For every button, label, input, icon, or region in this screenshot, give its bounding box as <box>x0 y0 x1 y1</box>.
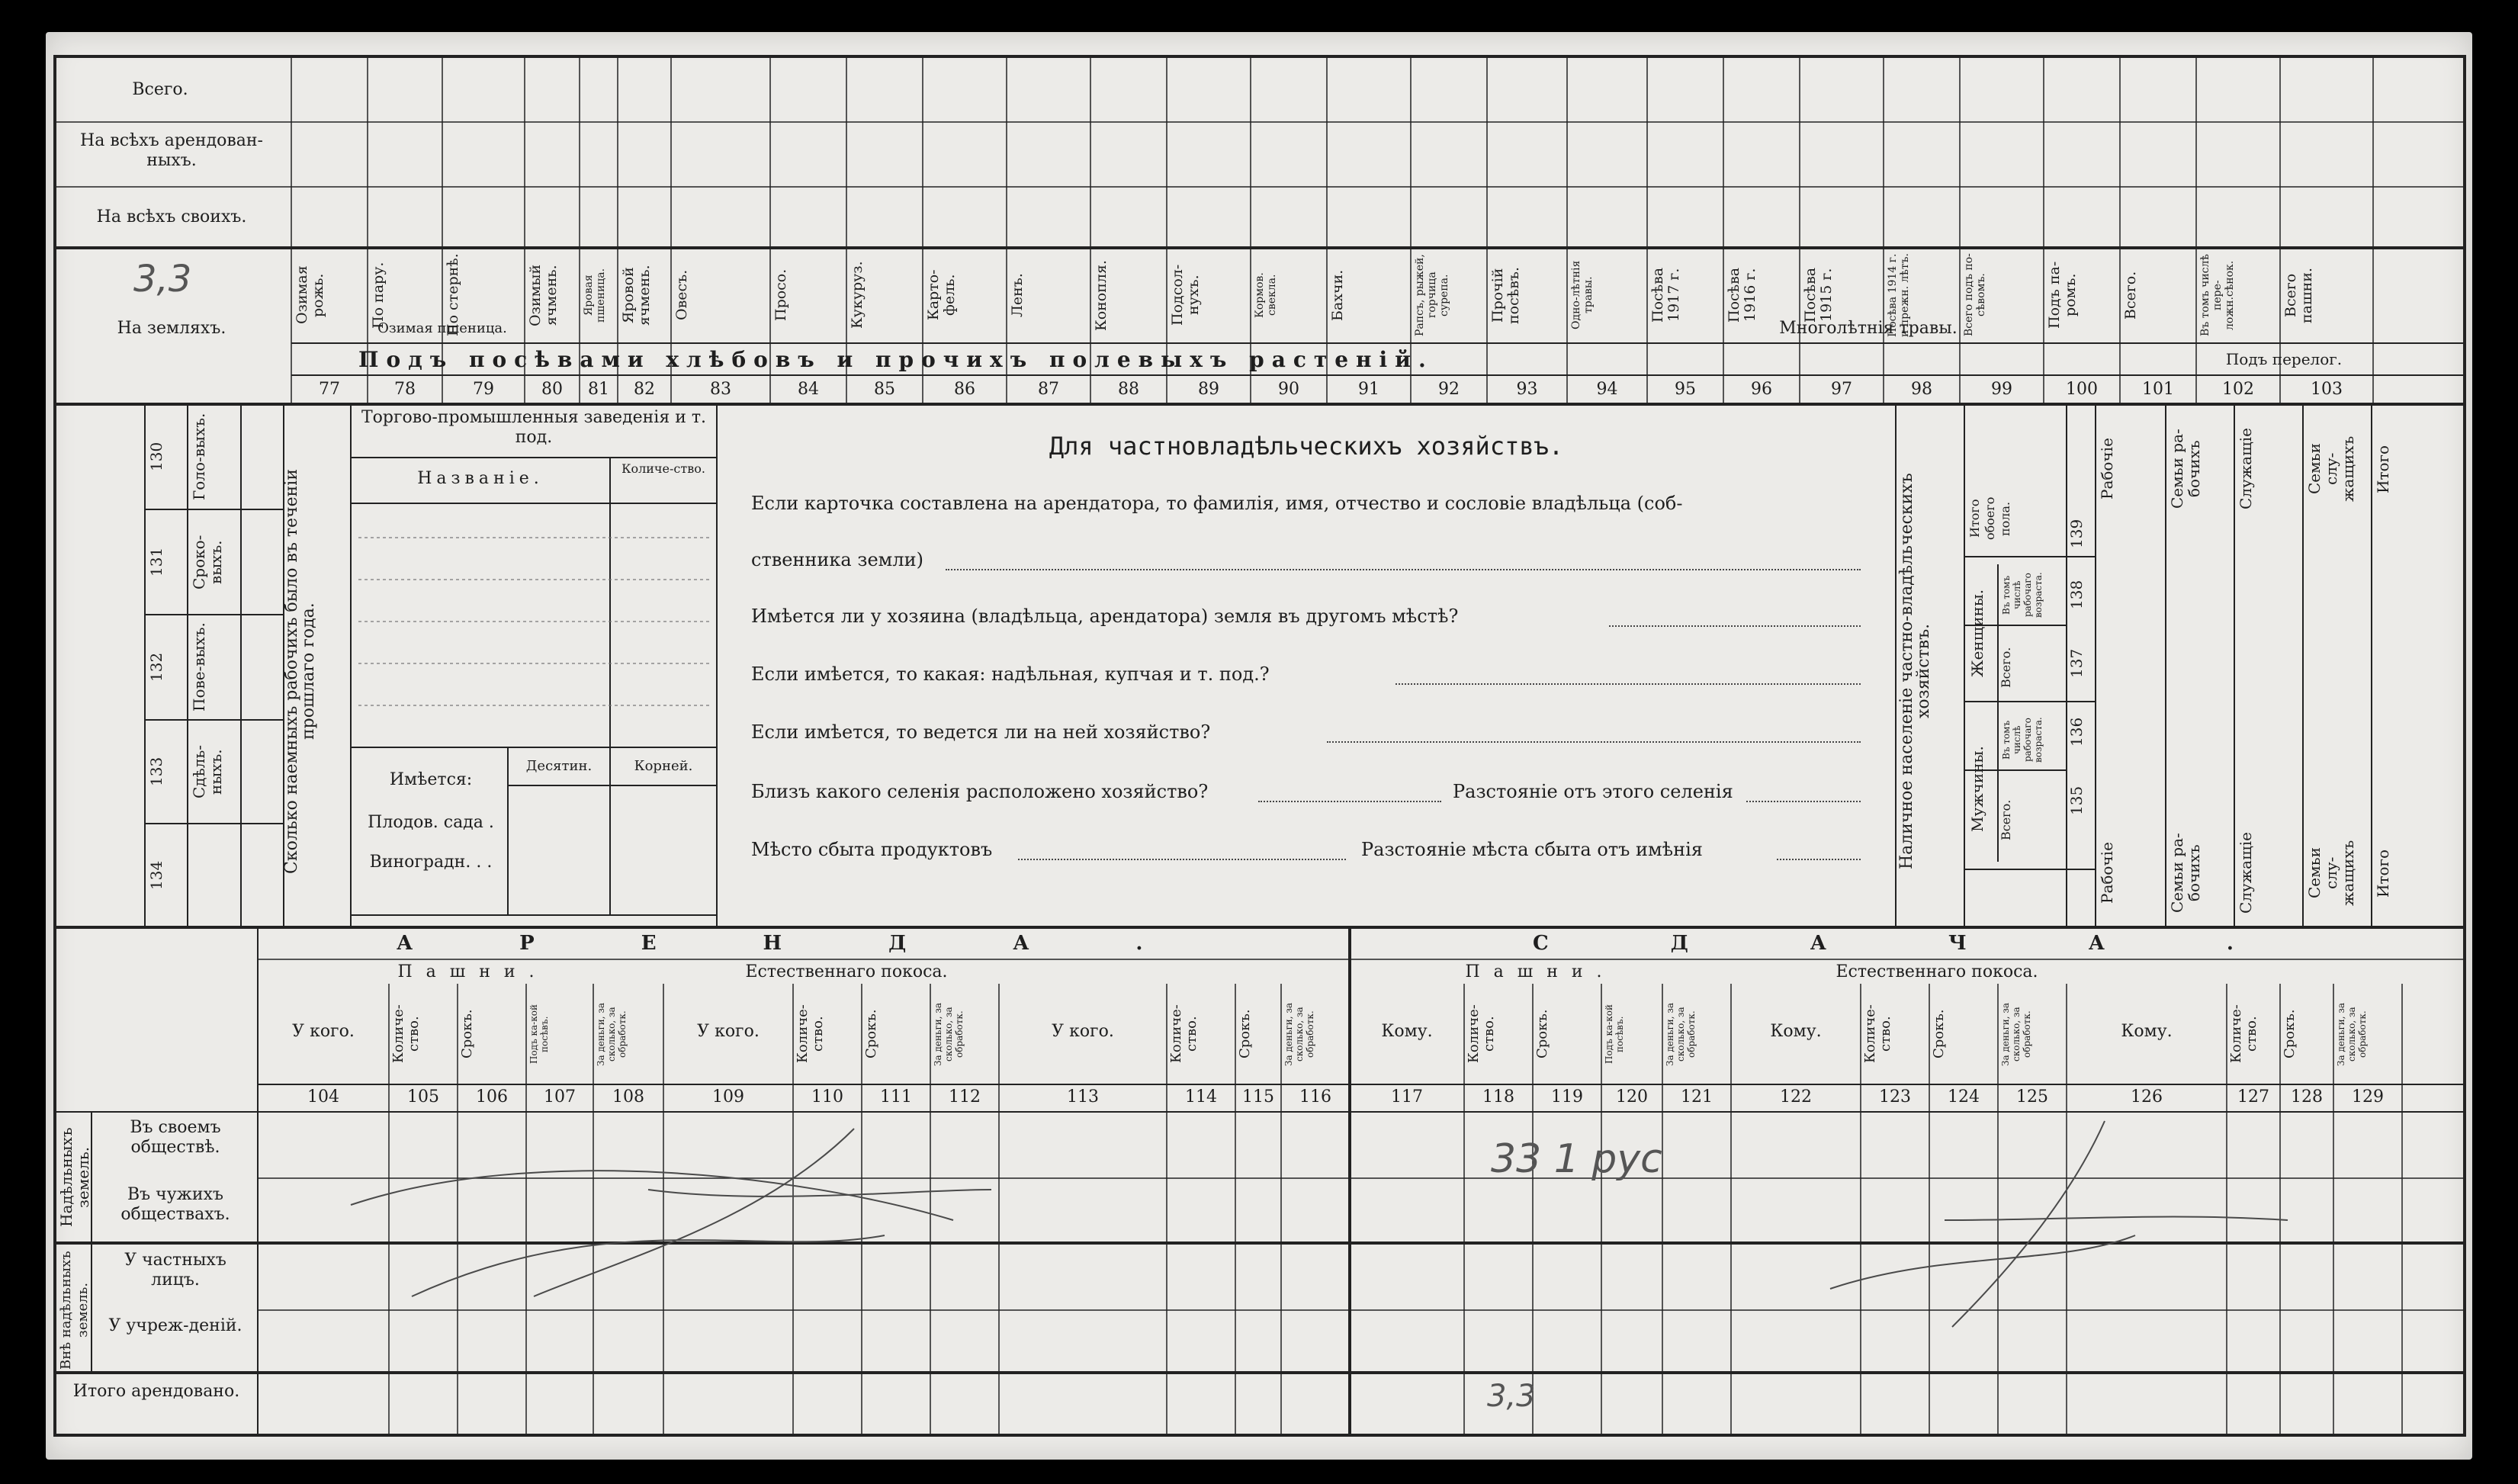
crop-col-number: 97 <box>1831 380 1852 399</box>
sdacha-pashni: Пашни. <box>1465 962 1616 981</box>
trade-qty-header: Количе-ство. <box>621 461 705 476</box>
crop-col-label: Ленъ. <box>1009 273 1026 317</box>
arenda-header: АРЕНДА. <box>397 932 1250 955</box>
crop-col-number: 92 <box>1438 380 1460 399</box>
pop-num-139: 139 <box>2067 519 2086 549</box>
crop-col-number: 99 <box>1991 380 2012 399</box>
crop-col-number: 79 <box>473 380 494 399</box>
livestock-label: Голо-выхъ. <box>190 413 208 501</box>
bottom-col-number: 112 <box>949 1087 981 1107</box>
q3: Если имѣется, то какая: надѣльная, купчая и т. под.? <box>751 663 1270 685</box>
livestock-label: Сроко-выхъ. <box>190 535 225 589</box>
answer-line-5a[interactable] <box>1258 801 1441 802</box>
livestock-number: 131 <box>147 547 165 577</box>
bottom-col-label: У кого. <box>697 1022 760 1041</box>
crop-col-label: Яровой ячмень. <box>620 265 653 326</box>
crop-col-number: 81 <box>588 380 609 399</box>
bottom-col-number: 106 <box>476 1087 508 1107</box>
mnogoletnie-label: Многолѣтнія травы. <box>1779 319 1958 338</box>
crop-col-number: 80 <box>541 380 563 399</box>
worker-col-label-top: Семьи слу-жащихъ <box>2305 435 2357 503</box>
livestock-number: 132 <box>147 652 165 683</box>
crop-col-number: 96 <box>1751 380 1772 399</box>
row-chastnykh: У частныхъ лицъ. <box>124 1251 226 1290</box>
crop-col-number: 103 <box>2311 380 2343 399</box>
big-header: Подъ посѣвами хлѣбовъ и прочихъ полевыхъ растеній. <box>358 347 1434 372</box>
crop-col-number: 93 <box>1516 380 1538 399</box>
bottom-col-label: Количе-ство. <box>1168 1004 1200 1064</box>
bottom-col-number: 113 <box>1067 1087 1099 1107</box>
pop-num-138: 138 <box>2067 580 2086 610</box>
handwritten-bottom: 3,3 <box>1487 1379 1536 1414</box>
crop-col-number: 78 <box>394 380 416 399</box>
crop-col-label: Одно-лѣтнія травы. <box>1570 260 1595 330</box>
bottom-col-label: За деньги, за сколько, за обработк. <box>2336 1002 2368 1066</box>
women-label: Женщины. <box>1968 589 1986 677</box>
bottom-col-number: 108 <box>612 1087 644 1107</box>
bottom-col-number: 111 <box>880 1087 912 1107</box>
answer-line-1[interactable] <box>946 569 1861 570</box>
answer-line-5b[interactable] <box>1746 801 1861 802</box>
crop-col-label: Посѣва 1917 г. <box>1649 267 1682 323</box>
crop-col-number: 89 <box>1198 380 1219 399</box>
handwritten-row: 33 1 рус <box>1491 1136 1662 1182</box>
bottom-col-label: Количе-ство. <box>795 1004 826 1064</box>
livestock-label: Пове-выхъ. <box>190 622 208 712</box>
crop-col-label: Всего пашни. <box>2282 267 2315 323</box>
crop-col-label: Посѣва 1916 г. <box>1726 267 1758 323</box>
crop-col-label: Озимая рожь. <box>294 265 326 325</box>
bottom-col-number: 115 <box>1242 1087 1274 1107</box>
pop-num-136: 136 <box>2067 717 2086 747</box>
crop-col-number: 86 <box>954 380 975 399</box>
census-card <box>46 32 2472 1460</box>
bottom-col-label: Срокъ. <box>1534 1009 1550 1059</box>
answer-line-4[interactable] <box>1327 741 1861 743</box>
bottom-col-number: 107 <box>544 1087 576 1107</box>
bottom-col-number: 105 <box>407 1087 439 1107</box>
bottom-col-number: 118 <box>1482 1087 1514 1107</box>
row-uchrezhdeniy: У учреж-деній. <box>108 1316 242 1335</box>
bottom-col-label: За деньги, за сколько, за обработк. <box>596 1002 628 1066</box>
arenda-pokos: Естественнаго покоса. <box>745 962 948 981</box>
crop-col-number: 84 <box>798 380 819 399</box>
desyatin-header: Десятин. <box>525 758 593 774</box>
livestock-label <box>191 830 238 921</box>
bottom-col-label: Количе-ство. <box>1862 1004 1893 1064</box>
crop-col-number: 101 <box>2142 380 2174 399</box>
worker-col-label-top: Служащіе <box>2237 428 2255 510</box>
bottom-col-number: 114 <box>1185 1087 1217 1107</box>
q5a: Близъ какого селенія расположено хозяйство? <box>751 781 1209 802</box>
crop-col-number: 77 <box>319 380 340 399</box>
itogo-both-sexes: Итого обоего пола. <box>1967 496 2012 541</box>
worker-col-label-bottom: Семьи слу-жащихъ <box>2305 840 2357 907</box>
crop-col-label: Всего подъ по-сѣвомъ. <box>1963 253 1987 337</box>
livestock-number: 134 <box>147 860 165 891</box>
bottom-col-label: Количе-ство. <box>2228 1004 2259 1064</box>
q2: Имѣется ли у хозяина (владѣльца, арендатора) земля въ другомъ мѣстѣ? <box>751 605 1459 627</box>
pop-num-135: 135 <box>2067 785 2086 816</box>
private-title: Для частновладѣльческихъ хозяйствъ. <box>1049 432 1564 461</box>
crop-col-label: По пару. <box>370 262 387 329</box>
row-na-zemlyakh: На земляхъ. <box>117 319 226 338</box>
bottom-col-label: Срокъ. <box>2282 1009 2298 1059</box>
row-arendovannykh: На всѣхъ арендован-ныхъ. <box>80 131 263 170</box>
crop-col-label: Подсол-нухъ. <box>1169 264 1202 326</box>
vne-nadel-label: Внѣ надѣльныхъ земель. <box>58 1251 91 1370</box>
bottom-col-number: 123 <box>1879 1087 1911 1107</box>
livestock-label: Сдѣль-ныхъ. <box>190 744 225 799</box>
row-svoem: Въ своемъ обществѣ. <box>130 1118 221 1157</box>
bottom-col-label: Кому. <box>2121 1022 2173 1041</box>
crop-col-label: Рапсъ, рыжей, горчица сурепа. <box>1414 254 1450 336</box>
bottom-col-label: Кому. <box>1381 1022 1433 1041</box>
bottom-col-number: 110 <box>811 1087 843 1107</box>
bottom-col-label: Срокъ. <box>863 1009 879 1059</box>
bottom-col-label: Срокъ. <box>1237 1009 1253 1059</box>
bottom-col-label: Количе-ство. <box>390 1004 422 1064</box>
q1a: Если карточка составлена на арендатора, то фамилія, имя, отчество и сословіе владѣльца (соб- <box>751 493 1683 514</box>
answer-line-6b[interactable] <box>1777 859 1861 860</box>
crop-col-label: Прочій посѣвъ. <box>1489 266 1522 324</box>
crop-col-number: 85 <box>874 380 895 399</box>
crop-col-label: Яровая пшеница. <box>583 268 607 323</box>
korney-header: Корней. <box>634 758 693 774</box>
bottom-col-number: 122 <box>1780 1087 1812 1107</box>
worker-col-label-top: Семьи ра-бочихъ <box>2168 429 2203 509</box>
bottom-col-number: 119 <box>1551 1087 1583 1107</box>
crop-col-label: Кукуруз. <box>849 261 866 329</box>
bottom-col-label: Срокъ. <box>459 1009 475 1059</box>
bottom-col-number: 128 <box>2291 1087 2323 1107</box>
q5b: Разстояніе отъ этого селенія <box>1453 781 1733 802</box>
pop-num-137: 137 <box>2067 648 2086 679</box>
crop-col-label: Озимый ячмень. <box>527 264 560 326</box>
bottom-col-label: За деньги, за сколько, за обработк. <box>1283 1002 1315 1066</box>
crop-col-label: Посѣва 1915 г. <box>1802 267 1835 323</box>
bottom-col-number: 129 <box>2352 1087 2384 1107</box>
answer-line-6a[interactable] <box>1018 859 1346 860</box>
row-vsego: Всего. <box>132 80 188 99</box>
worker-col-label-bottom: Семьи ра-бочихъ <box>2168 833 2203 914</box>
trade-name-header: Названіе. <box>417 469 544 488</box>
bottom-col-label: Подъ ка-кой посѣвъ. <box>528 1004 550 1064</box>
bottom-col-number: 127 <box>2237 1087 2269 1107</box>
sdacha-pokos: Естественнаго покоса. <box>1836 962 2038 981</box>
crop-col-number: 91 <box>1358 380 1379 399</box>
garden-orchard: Плодов. сада . <box>368 813 494 832</box>
bottom-col-number: 125 <box>2016 1087 2048 1107</box>
bottom-col-number: 121 <box>1681 1087 1713 1107</box>
worker-col-label-bottom: Итого <box>2374 849 2392 898</box>
q1b: ственника земли) <box>751 549 923 570</box>
bottom-col-number: 104 <box>307 1087 339 1107</box>
crop-col-label: Въ томъ числѣ пере-ложн.сѣнок. <box>2199 254 2236 336</box>
answer-line-2[interactable] <box>1609 625 1861 627</box>
answer-line-3[interactable] <box>1395 683 1861 685</box>
row-itogo-arendovano: Итого арендовано. <box>72 1382 240 1401</box>
bottom-col-number: 120 <box>1616 1087 1648 1107</box>
bottom-col-label: У кого. <box>292 1022 355 1041</box>
row-chuzhikh: Въ чужихъ обществахъ. <box>120 1185 230 1224</box>
crop-col-number: 102 <box>2222 380 2254 399</box>
men-label: Мужчины. <box>1968 746 1986 833</box>
worker-col-label-top: Итого <box>2374 445 2392 493</box>
crop-col-label: Посѣва 1914 г. и прежн. лѣтъ. <box>1887 253 1911 337</box>
men-working-age: Въ томъ числѣ рабочаго возраста. <box>2001 717 2044 763</box>
crop-col-number: 87 <box>1038 380 1059 399</box>
q6b: Разстояніе мѣста сбыта отъ имѣнія <box>1361 839 1703 860</box>
bottom-col-label: Кому. <box>1770 1022 1822 1041</box>
bottom-col-label: У кого. <box>1052 1022 1114 1041</box>
crop-col-number: 88 <box>1118 380 1139 399</box>
worker-col-label-bottom: Рабочіе <box>2098 842 2116 904</box>
bottom-col-label: Подъ ка-кой посѣвъ. <box>1604 1004 1625 1064</box>
crop-col-number: 94 <box>1596 380 1618 399</box>
crop-col-number: 95 <box>1675 380 1696 399</box>
bottom-col-number: 109 <box>712 1087 744 1107</box>
crop-col-label: Кормов. свекла. <box>1254 272 1278 318</box>
crop-col-number: 100 <box>2066 380 2098 399</box>
women-working-age: Въ томъ числѣ рабочаго возраста. <box>2001 572 2044 618</box>
crop-col-number: 83 <box>710 380 731 399</box>
bottom-col-label: Количе-ство. <box>1466 1004 1497 1064</box>
hired-workers-label: Сколько наемныхъ рабочихъ было въ теченіи прошлаго года. <box>282 468 318 874</box>
crop-col-label: Карто-фель. <box>925 269 958 321</box>
trade-title: Торгово-промышленныя заведенія и т. под. <box>361 408 707 447</box>
crop-col-label: Овесъ. <box>673 269 690 321</box>
row-svoikh: На всѣхъ своихъ. <box>96 207 247 226</box>
sdacha-header: СДАЧА. <box>1533 932 2356 955</box>
bottom-col-label: Срокъ. <box>1931 1009 1947 1059</box>
crop-col-number: 98 <box>1911 380 1932 399</box>
pod-perelog-label: Подъ перелог. <box>2225 350 2343 368</box>
crop-col-label: Просо. <box>772 268 789 322</box>
bottom-col-number: 116 <box>1299 1087 1331 1107</box>
bottom-col-label: За деньги, за сколько, за обработк. <box>2000 1002 2032 1066</box>
arenda-pashni: Пашни. <box>397 962 548 981</box>
handwritten-33: 3,3 <box>133 258 192 300</box>
q4: Если имѣется, то ведется ли на ней хозяйство? <box>751 721 1211 743</box>
bottom-col-label: За деньги, за сколько, за обработк. <box>1665 1002 1697 1066</box>
has-label: Имѣется: <box>389 770 473 789</box>
crop-col-label: Конопля. <box>1093 259 1110 331</box>
garden-vineyard: Виноградн. . . <box>369 853 493 872</box>
bottom-col-label: За деньги, за сколько, за обработк. <box>933 1002 965 1066</box>
women-total: Всего. <box>1999 647 2013 688</box>
livestock-number: 130 <box>147 442 165 472</box>
ozimaya-pshenitsa-label: Озимая пшеница. <box>377 320 507 336</box>
worker-col-label-bottom: Служащіе <box>2237 832 2255 914</box>
worker-col-label-top: Рабочіе <box>2098 438 2116 500</box>
q6a: Мѣсто сбыта продуктовъ <box>751 839 993 860</box>
crop-col-number: 82 <box>634 380 655 399</box>
livestock-number: 133 <box>147 756 165 787</box>
nadel-label: Надѣльныхъ земель. <box>57 1127 92 1228</box>
crop-col-label: По стернѣ. <box>445 253 461 337</box>
crop-col-label: Подъ па-ромъ. <box>2046 261 2079 329</box>
men-total: Всего. <box>1999 799 2013 840</box>
crop-col-label: Бахчи. <box>1329 269 1346 321</box>
bottom-col-number: 117 <box>1391 1087 1423 1107</box>
bottom-col-number: 126 <box>2131 1087 2163 1107</box>
crop-col-label: Всего. <box>2122 271 2139 320</box>
population-label: Наличное населеніе частно-владѣльческихъ хозяйствъ. <box>1897 473 1933 869</box>
bottom-col-number: 124 <box>1948 1087 1980 1107</box>
crop-col-number: 90 <box>1278 380 1299 399</box>
